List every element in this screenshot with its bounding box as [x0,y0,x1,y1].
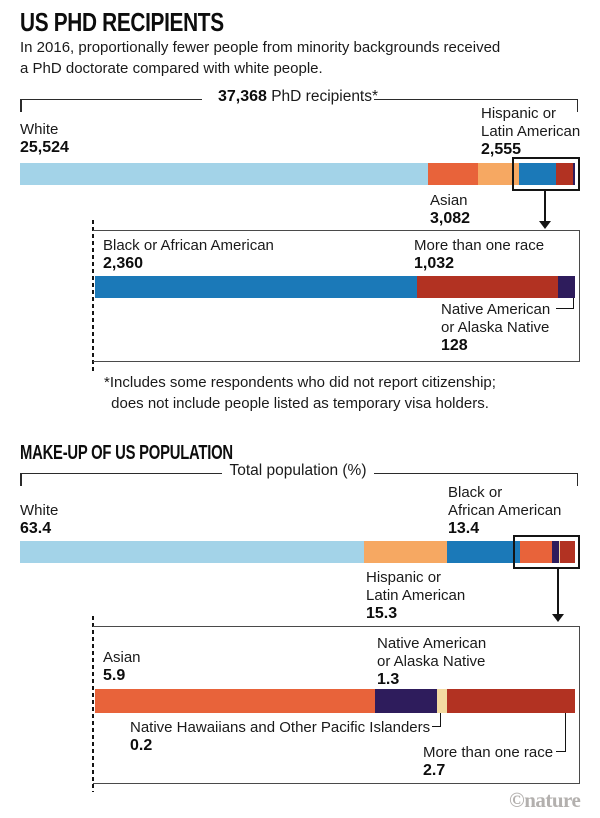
label-phd-hispanic-line2: Latin American [481,123,581,140]
label-phd-native-value: 128 [441,337,468,354]
label-pop-native [377,635,486,689]
label-phd-native-line2: or Alaska Native [441,319,550,336]
subtitle [20,37,500,79]
label-pop-white-value: 63.4 [20,520,52,537]
bracket2-label: Total population (%) [229,462,367,479]
bar-segment-native-hawaiians-and-other-pacific-islanders [437,689,447,713]
nature-logo: ©nature [509,788,581,812]
label-phd-white-value: 25,524 [20,139,69,156]
label-pop-native-line1: Native American [377,635,487,652]
label-phd-white-name: White [20,121,59,138]
zoom-arrow1-head [539,221,551,229]
label-pop-black [448,484,561,538]
label-pop-native-value: 1.3 [377,671,400,688]
bar-segment-hispanic-or-latin-american [364,541,447,563]
label-phd-black-name: Black or African American [103,237,274,254]
label-phd-hispanic-value: 2,555 [481,141,522,158]
connector-pop-more-hline [556,751,566,753]
label-phd-asian-value: 3,082 [430,210,471,227]
label-pop-asian [103,649,141,685]
label-phd-native [441,301,550,355]
bar-segment-black-or-african-american [95,276,417,298]
zoom-arrow1-line [544,191,546,222]
label-pop-hispanic [366,569,465,623]
bar-segment-black-or-african-american [447,541,520,563]
section1-title-wrap [20,7,275,38]
footnote-line-2: does not include people listed as temporary visa holders. [111,394,489,412]
population-zoom-highlight-box [513,535,580,569]
footnote [30,373,570,414]
label-phd-native-line1: Native American [441,301,551,318]
bar-segment-native-american-or-alaska-native [375,689,437,713]
zoom-arrow2-head [552,614,564,622]
label-pop-hispanic-line2: Latin American [366,587,466,604]
subtitle-line-2: a PhD doctorate compared with white people. [20,60,323,77]
label-phd-asian-name: Asian [430,192,468,209]
label-phd-white [20,121,69,157]
label-pop-hispanic-value: 15.3 [366,605,398,622]
label-pop-black-line1: Black or [448,484,503,501]
label-pop-asian-name: Asian [103,649,141,666]
bar-segment-more-than-one-race [417,276,558,298]
label-phd-hispanic [481,105,580,159]
label-pop-more-value: 2.7 [423,762,446,779]
label-pop-asian-value: 5.9 [103,667,126,684]
connector-pop-hawaiian-hline [432,726,441,728]
label-pop-hispanic-line1: Hispanic or [366,569,442,586]
label-pop-hawaiian-name: Native Hawaiians and Other Pacific Islanders [130,719,431,736]
label-phd-more-name: More than one race [414,237,545,254]
connector-pop-more-vline [565,713,567,752]
bar-segment-white [20,163,428,185]
label-phd-hispanic-line1: Hispanic or [481,105,557,122]
label-pop-more [423,744,553,780]
label-pop-white [20,502,58,538]
label-pop-hawaiian [130,719,430,755]
label-phd-asian [430,192,470,228]
label-pop-black-value: 13.4 [448,520,480,537]
label-pop-more-name: More than one race [423,744,554,761]
phd-main-bar [20,163,575,185]
population-main-bar [20,541,575,563]
bar-segment-more-than-one-race [447,689,575,713]
connector-phd-native-hline [556,308,574,310]
page-title: US PHD RECIPIENTS [20,7,224,37]
bar-segment-white [20,541,364,563]
bracket2-tick-right [577,473,579,486]
zoom-arrow2-line [557,567,559,615]
label-pop-white-name: White [20,502,59,519]
label-phd-more-value: 1,032 [414,255,455,272]
label-phd-more [414,237,544,273]
bracket1-label-suffix: PhD recipients* [266,88,379,105]
bar-segment-asian [428,163,477,185]
bracket1-label [20,88,576,106]
footnote-line-1: *Includes some respondents who did not report citizenship; [104,374,496,391]
bar-segment-asian [95,689,375,713]
label-pop-black-line2: African American [448,502,562,519]
population-detail-bar [95,689,575,713]
label-phd-black-value: 2,360 [103,255,144,272]
section2-title: MAKE-UP OF US POPULATION [20,442,233,464]
label-pop-native-line2: or Alaska Native [377,653,486,670]
bar-segment-native-american-or-alaska-native [558,276,575,298]
label-phd-black [103,237,274,273]
phd-zoom-highlight-box [512,157,580,191]
bracket1-total-value: 37,368 [217,88,267,105]
phd-detail-bar [95,276,575,298]
subtitle-line-1: In 2016, proportionally fewer people from minority backgrounds received [20,39,501,56]
label-pop-hawaiian-value: 0.2 [130,737,153,754]
